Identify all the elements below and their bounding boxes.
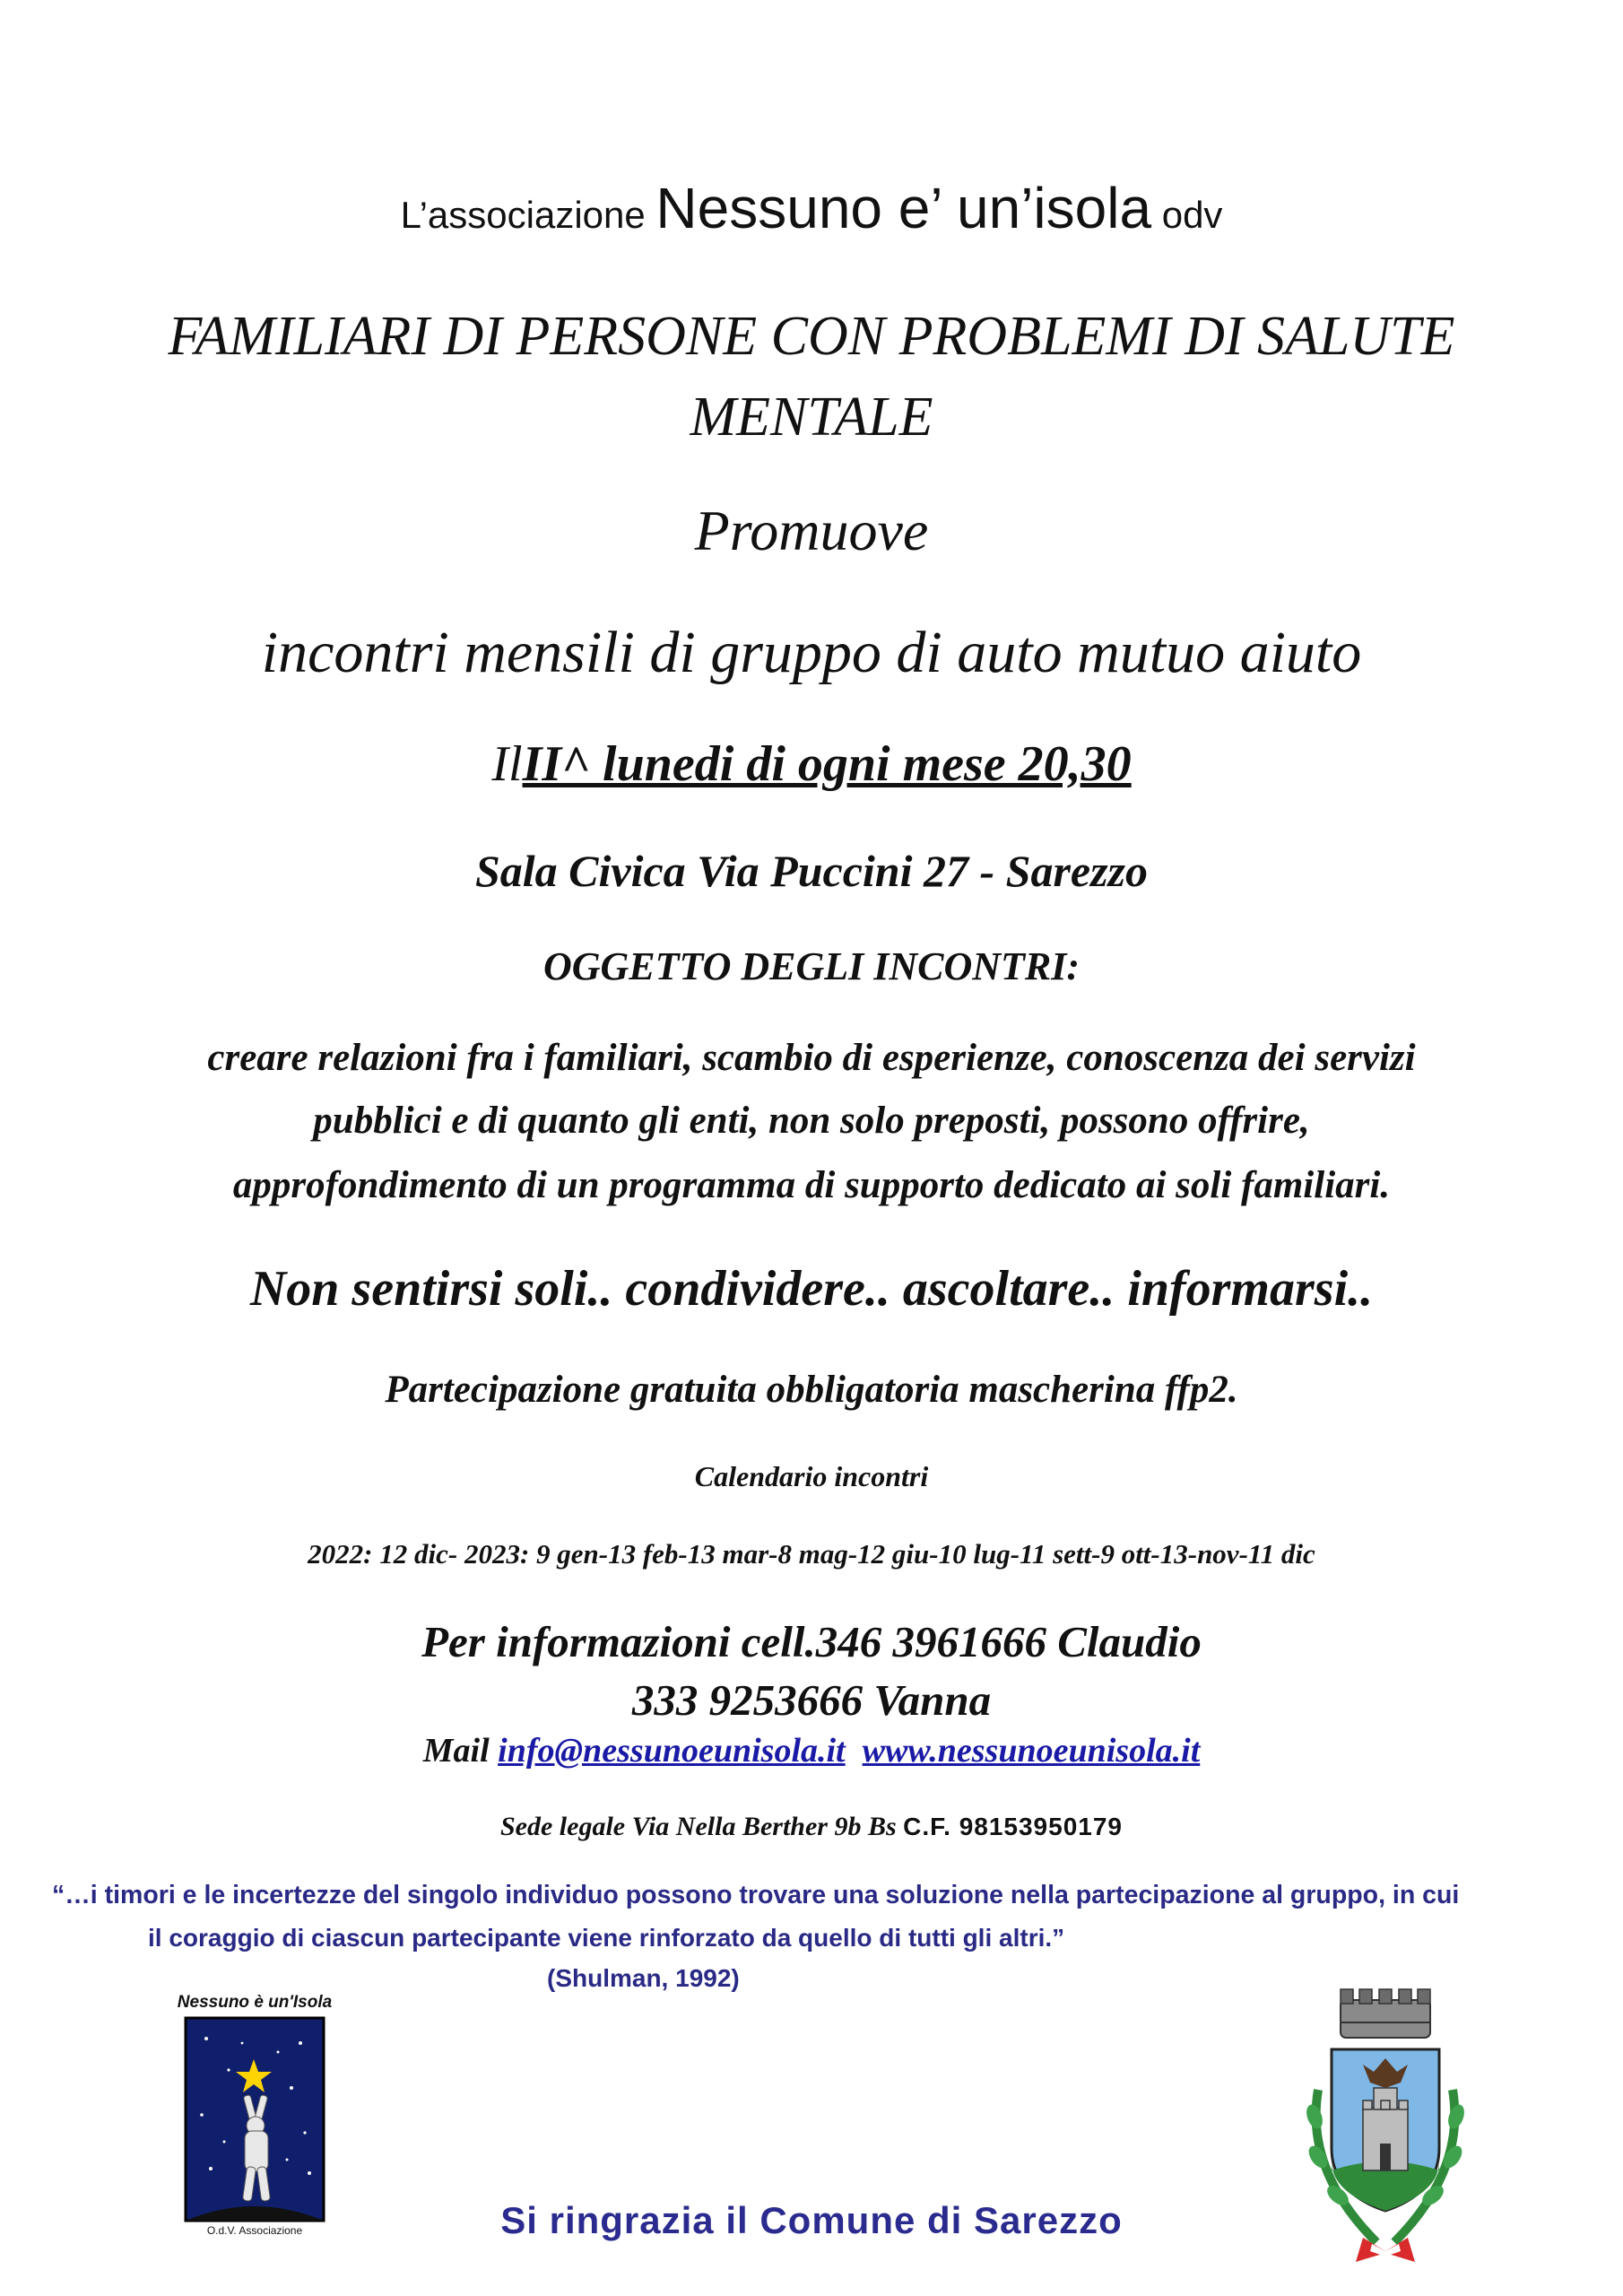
quote-line-1: “…i timori e le incertezze del singolo individuo possono trovare una soluzione nella partecipazione al gruppo, in cui xyxy=(52,1881,1460,1909)
description-line-1: creare relazioni fra i familiari, scambio di esperienze, conoscenza dei servizi xyxy=(207,1037,1416,1079)
slogan: Non sentirsi soli.. condividere.. ascoltare.. informarsi.. xyxy=(249,1261,1374,1317)
logo-figure xyxy=(175,2016,334,2222)
participation: Partecipazione gratuita obbligatoria mascherina ffp2. xyxy=(385,1369,1238,1411)
schedule xyxy=(0,735,1623,793)
quote-line-2: il coraggio di ciascun partecipante viene rinforzato da quello di tutti gli altri.” xyxy=(148,1924,1065,1952)
schedule-prefix: Il xyxy=(491,736,523,792)
fiscal-code: C.F. 98153950179 xyxy=(903,1813,1123,1840)
subtitle: incontri mensili di gruppo di auto mutuo aiuto xyxy=(261,620,1362,685)
association-logo-icon xyxy=(175,1993,334,2237)
promuove-text: Promuove xyxy=(694,499,929,562)
legal-address: Sede legale Via Nella Berther 9b Bs xyxy=(499,1812,897,1841)
header-prefix: L’associazione xyxy=(400,194,646,236)
description-line-2: pubblici e di quanto gli enti, non solo preposti, possono offrire, xyxy=(313,1100,1310,1142)
association-name: Nessuno e’ un’isola xyxy=(655,176,1152,240)
mail-label: Mail xyxy=(422,1732,490,1770)
logo-bottom-text: O.d.V. Associazione xyxy=(206,2224,303,2237)
title-line-2: MENTALE xyxy=(690,387,933,448)
calendar-dates: 2022: 12 dic- 2023: 9 gen-13 feb-13 mar-8 mag-12 giu-10 lug-11 sett-9 ott-13-nov-11 dic xyxy=(308,1538,1315,1570)
footer-thanks: Si ringrazia il Comune di Sarezzo xyxy=(500,2199,1123,2241)
association-header xyxy=(0,175,1623,241)
location: Sala Civica Via Puccini 27 - Sarezzo xyxy=(474,846,1149,896)
email-link[interactable]: info@nessunoeunisola.it xyxy=(498,1732,846,1770)
description-line-3: approfondimento di un programma di supporto dedicato ai soli familiari. xyxy=(232,1164,1391,1206)
legal-info xyxy=(0,1812,1623,1842)
quote-attribution: (Shulman, 1992) xyxy=(547,1964,740,1992)
object-heading: OGGETTO DEGLI INCONTRI: xyxy=(542,944,1081,988)
contacts-line-2: 333 9253666 Vanna xyxy=(631,1675,992,1725)
contacts-line-1: Per informazioni cell.346 3961666 Claudio xyxy=(421,1617,1202,1666)
website-link[interactable]: www.nessunoeunisola.it xyxy=(862,1732,1201,1770)
header-suffix: odv xyxy=(1161,194,1223,236)
schedule-text: II^ lunedi di ogni mese 20,30 xyxy=(522,736,1132,792)
title-line-1: FAMILIARI DI PERSONE CON PROBLEMI DI SALUTE xyxy=(168,306,1455,367)
logo-top-text: Nessuno è un'Isola xyxy=(177,1993,333,2012)
contacts-mail xyxy=(0,1731,1623,1770)
calendar-heading: Calendario incontri xyxy=(694,1460,929,1492)
